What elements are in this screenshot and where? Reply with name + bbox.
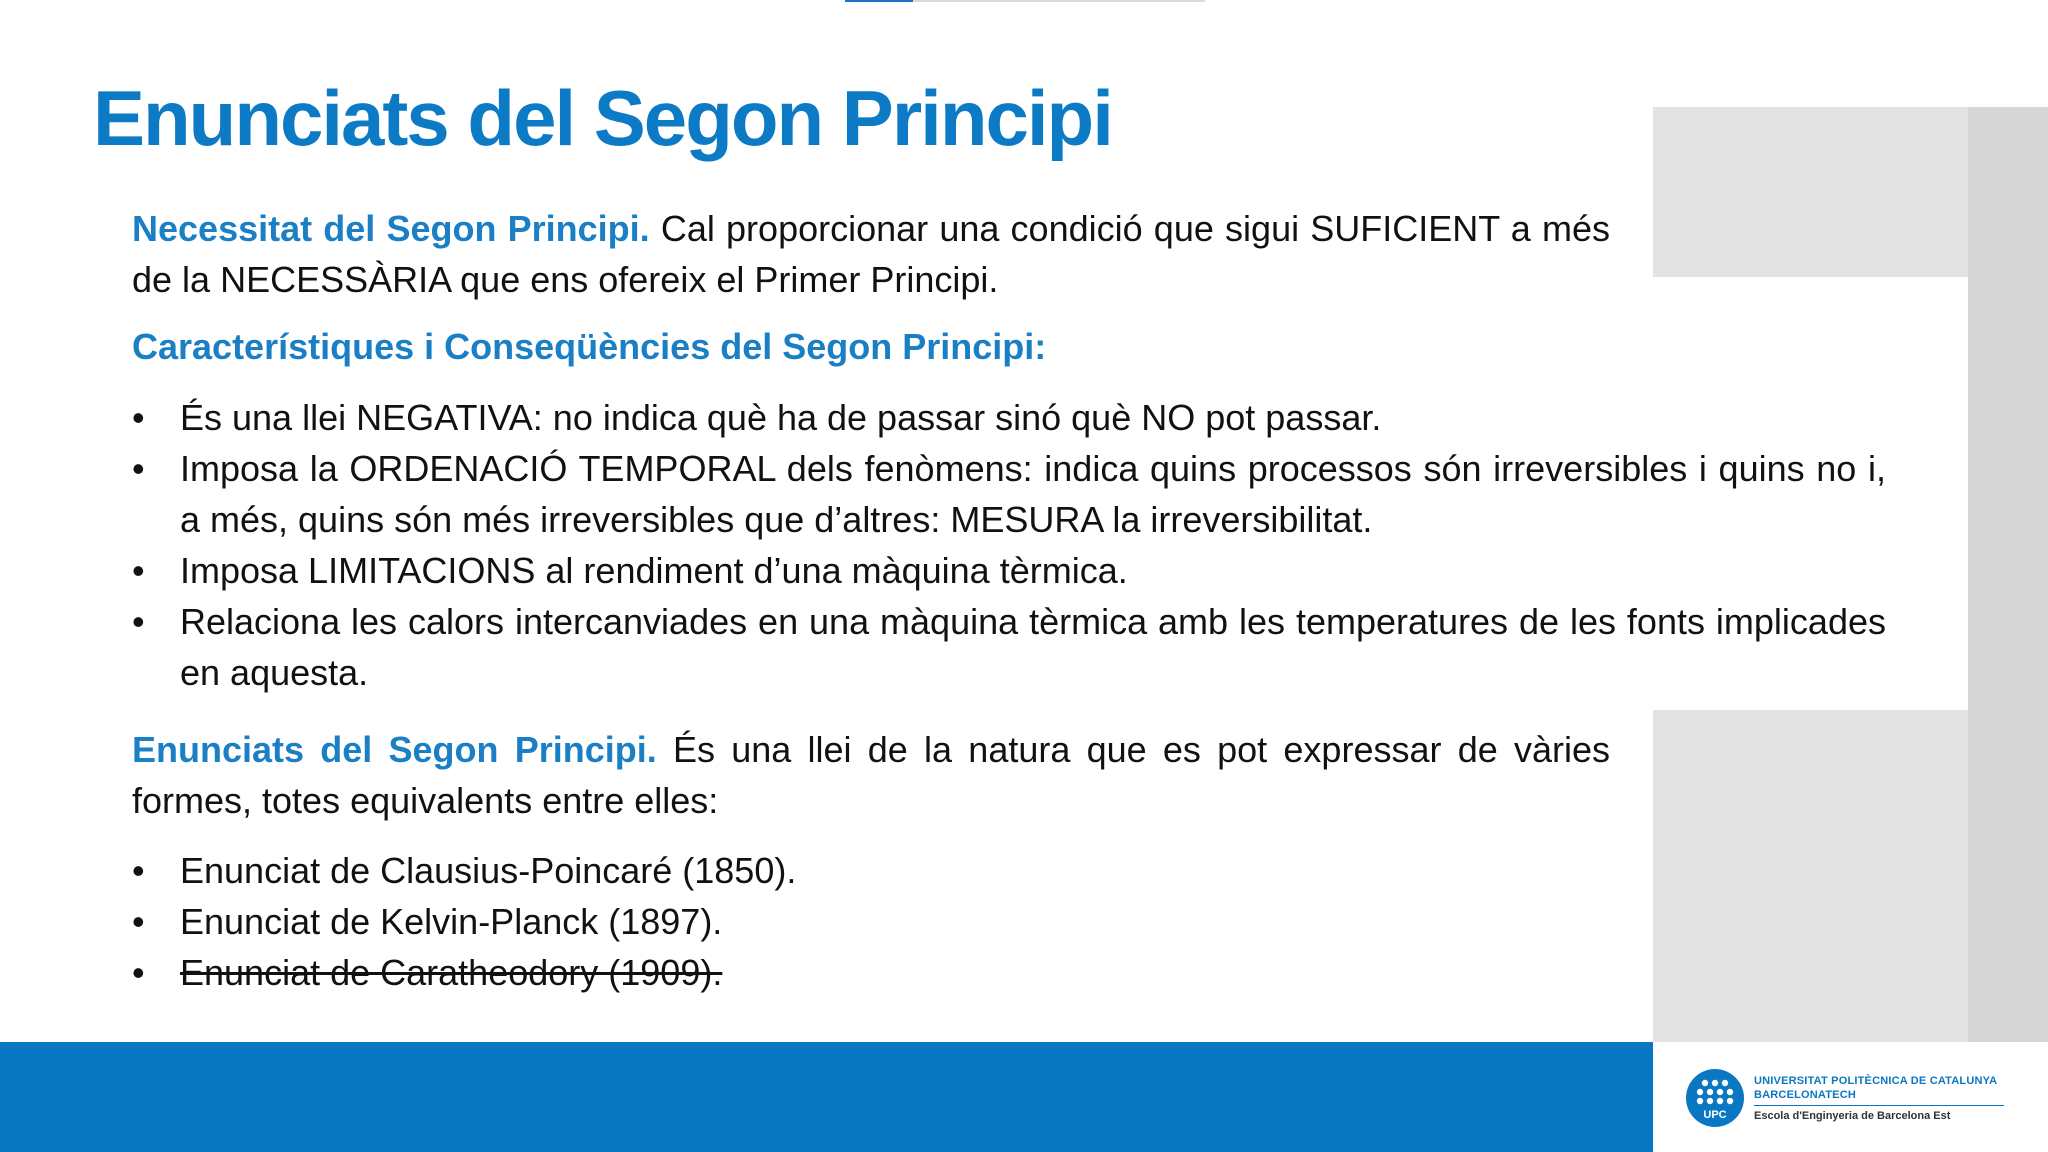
logo-school-name: Escola d'Enginyeria de Barcelona Est xyxy=(1754,1110,1951,1122)
bullet-icon: • xyxy=(132,448,145,489)
section-heading-characteristics: Característiques i Conseqüències del Segon Principi: xyxy=(132,326,1047,367)
paragraph-necessity-lead: Necessitat del Segon Principi. xyxy=(132,208,650,249)
upc-logo-label: UPC xyxy=(1703,1109,1727,1121)
list-item: • Enunciat de Kelvin-Planck (1897). xyxy=(132,896,1886,947)
list-item: • És una llei NEGATIVA: no indica què ha de passar sinó què NO pot passar. xyxy=(132,392,1886,443)
bullet-icon: • xyxy=(132,397,145,438)
struck-through-item: Enunciat de Caratheodory (1909). xyxy=(180,952,723,993)
logo-barcelonatech: BARCELONATECH xyxy=(1754,1089,1857,1101)
bullet-icon: • xyxy=(132,952,145,993)
list-item: • Enunciat de Clausius-Poincaré (1850). xyxy=(132,845,1886,896)
bullet-icon: • xyxy=(132,901,145,942)
list-item: • Imposa LIMITACIONS al rendiment d’una màquina tèrmica. xyxy=(132,545,1886,596)
paragraph-statements xyxy=(132,724,1610,826)
paragraph-necessity-text: Cal proporcionar una condició que sigui SUFICIENT a més de la NECESSÀRIA que ens ofereix el Primer Principi. xyxy=(132,208,1610,300)
decorative-panel-top xyxy=(1653,107,1968,277)
logo-university-name: UNIVERSITAT POLITÈCNICA DE CATALUNYA xyxy=(1754,1075,1998,1087)
statements-list xyxy=(132,845,1886,998)
bullet-icon: • xyxy=(132,601,145,642)
bullet-icon: • xyxy=(132,550,145,591)
paragraph-statements-lead: Enunciats del Segon Principi. xyxy=(132,729,657,770)
list-item: • Imposa la ORDENACIÓ TEMPORAL dels fenòmens: indica quins processos són irreversibles i quins no i, a més, quins són més irreversibles que d’altres: MESURA la irreversibilitat. xyxy=(132,443,1886,545)
decorative-panel-right xyxy=(1968,107,2048,1042)
slide-progress-track xyxy=(845,0,1205,2)
slide-progress-fill xyxy=(845,0,913,2)
logo-divider xyxy=(1754,1105,2004,1106)
list-item xyxy=(132,947,1886,998)
characteristics-list xyxy=(132,392,1886,698)
paragraph-statements-text: És una llei de la natura que es pot expressar de vàries formes, totes equivalents entre elles: xyxy=(132,729,1611,821)
slide-title: Enunciats del Segon Principi xyxy=(93,74,1112,162)
bullet-icon: • xyxy=(132,850,145,891)
upc-logo-icon xyxy=(1686,1069,1744,1127)
paragraph-necessity xyxy=(132,203,1610,305)
list-item: • Relaciona les calors intercanviades en una màquina tèrmica amb les temperatures de les fonts implicades en aquesta. xyxy=(132,596,1886,698)
